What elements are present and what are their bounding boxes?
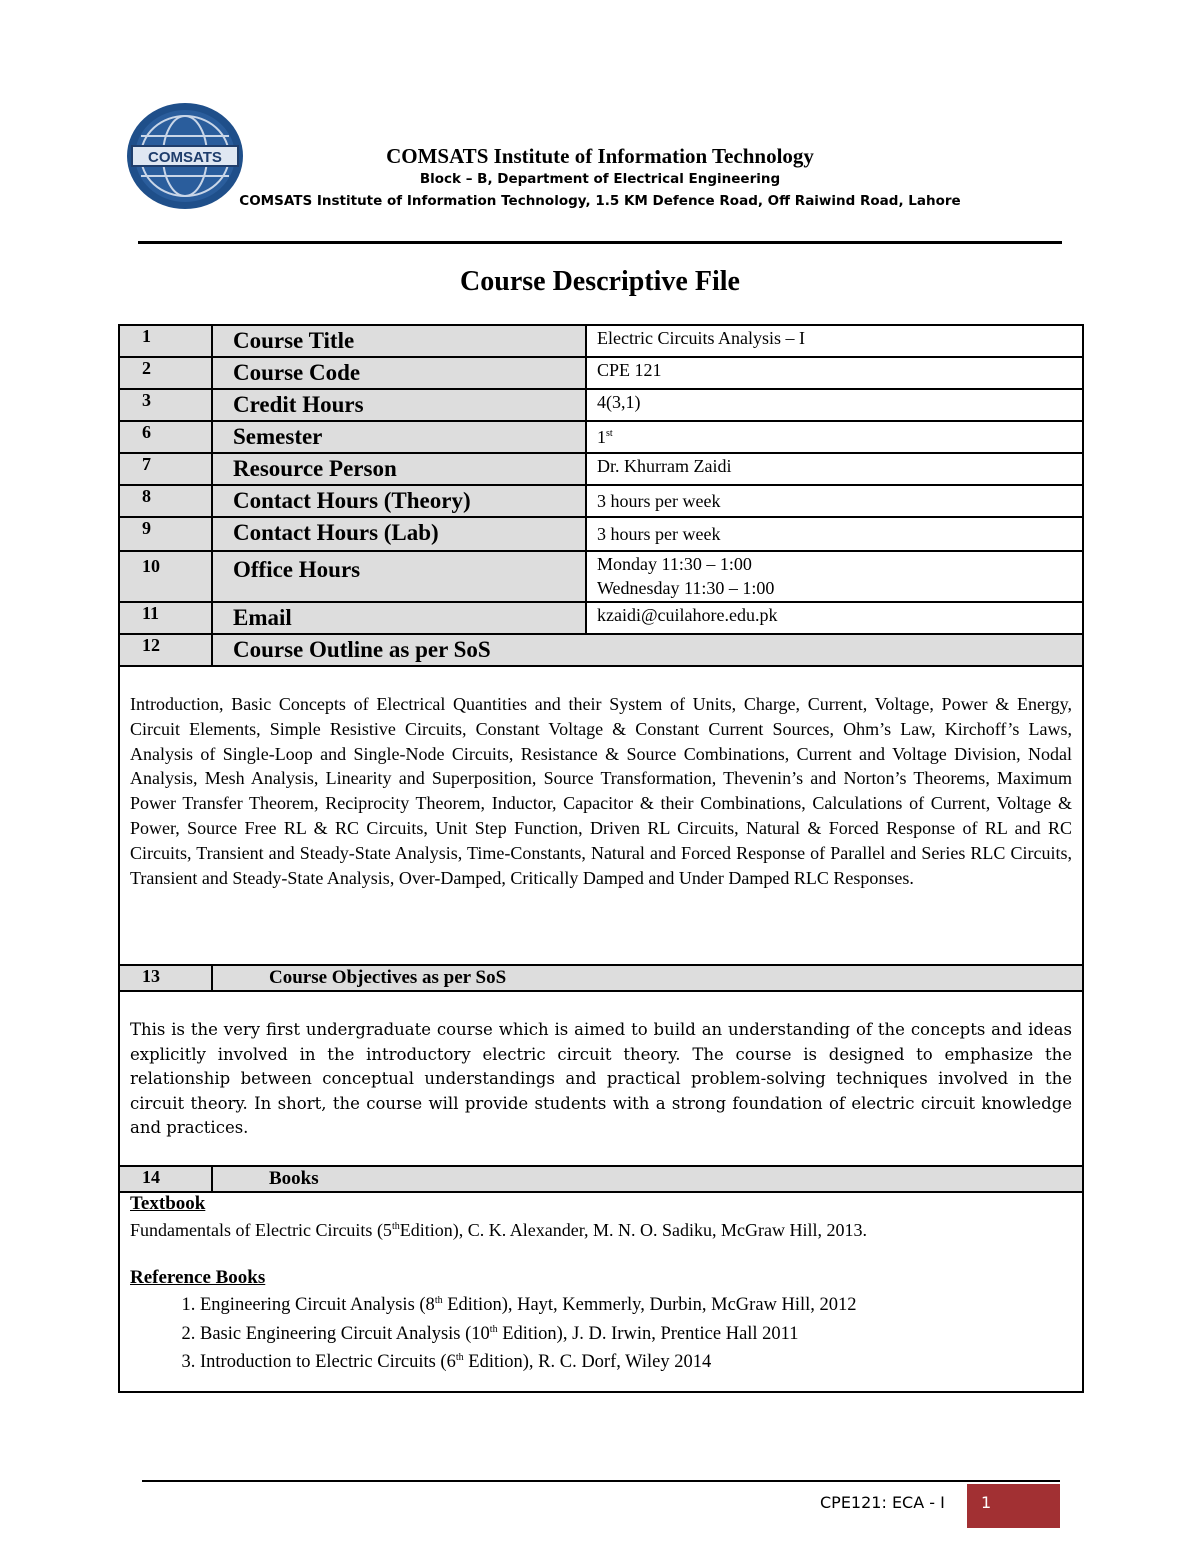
table-row [119,357,1083,389]
footer-course-label: CPE121: ECA - I [820,1493,945,1512]
row-label-contact-theory: Contact Hours (Theory) [212,485,586,517]
footer-divider [142,1480,1060,1482]
row-label-office-hours: Office Hours [212,551,586,602]
row-number: 13 [119,965,212,991]
row-number: 7 [119,453,212,485]
row-label-course-code: Course Code [212,357,586,389]
table-row [119,485,1083,517]
section-header-books [119,1166,1083,1192]
office-hours-monday: Monday 11:30 – 1:00 [597,554,752,574]
row-number: 2 [119,357,212,389]
row-value-course-title: Electric Circuits Analysis – I [586,325,1083,357]
course-objectives-text: This is the very first undergraduate course which is aimed to build an understanding of the concepts and ideas explicitly involved in the introductory electric circuit theory. The course is designed to emphasize the relationship between conceptual understandings and practical problem-solving techniques involved in the circuit theory. In short, the course will provide students with a strong foundation of electric circuit knowledge and practices. [130,1020,1072,1138]
list-item: 3. Introduction to Electric Circuits (6th Edition), R. C. Dorf, Wiley 2014 [200,1346,1072,1375]
table-row [119,389,1083,421]
table-row [119,421,1083,453]
row-number: 10 [119,551,212,602]
row-value-credit-hours: 4(3,1) [586,389,1083,421]
list-item: 1. Engineering Circuit Analysis (8th Edition), Hayt, Kemmerly, Durbin, McGraw Hill, 2012 [200,1289,1072,1318]
section-title-outline: Course Outline as per SoS [212,634,1083,666]
address-line: COMSATS Institute of Information Technology, 1.5 KM Defence Road, Off Raiwind Road, Lahore [239,193,961,209]
section-title-objectives: Course Objectives as per SoS [212,965,1083,991]
course-outline-text: Introduction, Basic Concepts of Electrical Quantities and their System of Units, Charge, Current, Voltage, Power & Energy, Circuit Elements, Simple Resistive Circuits, Constant Voltage & Constant Current Sources, Ohm’s Law, Kirchoff’s Laws, Analysis of Single-Loop and Single-Node Circuits, Resistance & Source Combinations, Current and Voltage Division, Nodal Analysis, Mesh Analysis, Linearity and Superposition, Source Transformation, Thevenin’s and Norton’s Theorems, Maximum Power Transfer Theorem, Reciprocity Theorem, Inductor, Capacitor & their Combinations, Calculations of Current, Voltage & Power, Source Free RL & RC Circuits, Unit Step Function, Driven RL Circuits, Natural & Forced Response of RL and RC Circuits, Transient and Steady-State Analysis, Time-Constants, Natural and Forced Response of Parallel and Series RLC Circuits, Transient and Steady-State Analysis, Over-Damped, Critically Damped and Under Damped RLC Responses. [130,694,1072,888]
row-value-office-hours [586,551,1083,602]
page-number-badge: 1 [967,1484,1060,1528]
course-info-table [118,324,1084,1393]
row-label-resource-person: Resource Person [212,453,586,485]
department-line: Block – B, Department of Electrical Engineering [419,171,781,187]
row-number: 11 [119,602,212,634]
list-item: 2. Basic Engineering Circuit Analysis (10th Edition), J. D. Irwin, Prentice Hall 2011 [200,1318,1072,1347]
table-row [119,325,1083,357]
semester-suffix: st [606,428,613,439]
document-title: Course Descriptive File [460,266,740,297]
row-label-email: Email [212,602,586,634]
row-label-semester: Semester [212,421,586,453]
reference-books-heading: Reference Books [130,1267,266,1288]
row-value-contact-theory: 3 hours per week [586,485,1083,517]
table-row [119,602,1083,634]
row-value-course-code: CPE 121 [586,357,1083,389]
section-body-objectives [119,991,1083,1166]
row-number: 6 [119,421,212,453]
section-body-outline [119,666,1083,965]
row-value-resource-person: Dr. Khurram Zaidi [586,453,1083,485]
section-body-books [119,1192,1083,1392]
row-number: 1 [119,325,212,357]
table-row [119,453,1083,485]
header-divider [138,241,1062,244]
section-header-outline [119,634,1083,666]
semester-value: 1 [597,427,606,447]
reference-books-list [130,1289,1072,1375]
textbook-heading: Textbook [130,1193,206,1214]
section-title-books: Books [212,1166,1083,1192]
row-value-contact-lab: 3 hours per week [586,517,1083,551]
table-row [119,517,1083,551]
table-row [119,551,1083,602]
row-number: 14 [119,1166,212,1192]
row-number: 12 [119,634,212,666]
row-number: 3 [119,389,212,421]
row-value-email[interactable]: kzaidi@cuilahore.edu.pk [586,602,1083,634]
textbook-entry: Fundamentals of Electric Circuits (5thEdition), C. K. Alexander, M. N. O. Sadiku, McGraw Hill, 2013. [130,1220,867,1240]
office-hours-wednesday: Wednesday 11:30 – 1:00 [597,578,775,598]
institution-name: COMSATS Institute of Information Technology [386,144,814,168]
row-label-course-title: Course Title [212,325,586,357]
row-value-semester [586,421,1083,453]
svg-text:COMSATS: COMSATS [148,149,222,166]
row-number: 8 [119,485,212,517]
row-number: 9 [119,517,212,551]
section-header-objectives [119,965,1083,991]
row-label-credit-hours: Credit Hours [212,389,586,421]
row-label-contact-lab: Contact Hours (Lab) [212,517,586,551]
